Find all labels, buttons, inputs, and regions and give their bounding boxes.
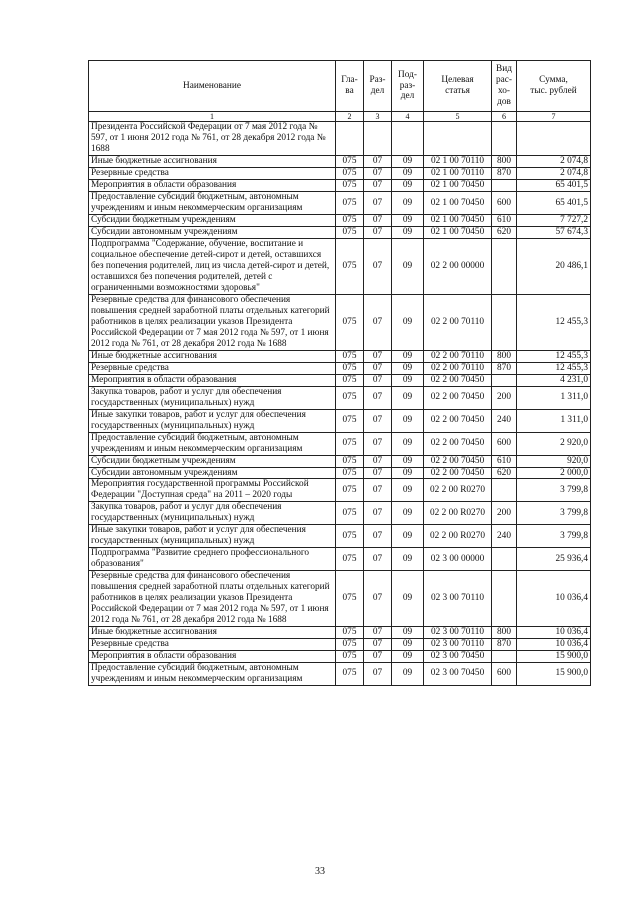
- cell-rz: 07: [364, 168, 392, 180]
- cell-vr: [492, 479, 517, 502]
- cell-name: Иные бюджетные ассигнования: [89, 627, 336, 639]
- cell-sum: 15 900,0: [517, 651, 591, 663]
- cell-cs: 02 3 00 70110: [424, 571, 492, 627]
- cell-gl: 075: [336, 168, 364, 180]
- cell-gl: 075: [336, 525, 364, 548]
- cell-vr: 240: [492, 525, 517, 548]
- table-row: [89, 180, 591, 192]
- column-number: 5: [424, 112, 492, 122]
- cell-vr: [492, 180, 517, 192]
- column-number: 2: [336, 112, 364, 122]
- cell-cs: 02 1 00 70450: [424, 180, 492, 192]
- header-podrazdel: Под- раз- дел: [392, 61, 424, 112]
- cell-cs: 02 1 00 70450: [424, 192, 492, 215]
- cell-name: Мероприятия в области образования: [89, 374, 336, 386]
- cell-sum: [517, 122, 591, 156]
- cell-cs: 02 3 00 70110: [424, 639, 492, 651]
- cell-rz: 07: [364, 362, 392, 374]
- cell-pr: 09: [392, 386, 424, 409]
- cell-rz: 07: [364, 227, 392, 239]
- table-row: [89, 525, 591, 548]
- cell-gl: 075: [336, 467, 364, 479]
- cell-pr: 09: [392, 502, 424, 525]
- cell-cs: 02 1 00 70450: [424, 227, 492, 239]
- column-number: 1: [89, 112, 336, 122]
- cell-gl: 075: [336, 156, 364, 168]
- cell-sum: 20 486,1: [517, 239, 591, 295]
- cell-name: Подпрограмма "Развитие среднего профессионального образования": [89, 548, 336, 571]
- cell-name: Субсидии бюджетным учреждениям: [89, 455, 336, 467]
- cell-pr: 09: [392, 479, 424, 502]
- cell-sum: 1 311,0: [517, 409, 591, 432]
- cell-pr: 09: [392, 627, 424, 639]
- table-row: [89, 386, 591, 409]
- table-row: [89, 294, 591, 350]
- table-body: [89, 122, 591, 685]
- cell-sum: 3 799,8: [517, 479, 591, 502]
- cell-name: Закупка товаров, работ и услуг для обеспечения государственных (муниципальных) нужд: [89, 386, 336, 409]
- cell-rz: 07: [364, 639, 392, 651]
- cell-rz: 07: [364, 350, 392, 362]
- cell-vr: [492, 571, 517, 627]
- cell-pr: 09: [392, 294, 424, 350]
- cell-pr: 09: [392, 525, 424, 548]
- cell-sum: 65 401,5: [517, 180, 591, 192]
- cell-sum: 10 036,4: [517, 571, 591, 627]
- cell-gl: 075: [336, 294, 364, 350]
- cell-vr: 620: [492, 227, 517, 239]
- cell-name: Субсидии бюджетным учреждениям: [89, 215, 336, 227]
- cell-name: Мероприятия государственной программы Российской Федерации "Доступная среда" на 2011 – 2020 годы: [89, 479, 336, 502]
- cell-cs: 02 2 00 70450: [424, 455, 492, 467]
- cell-cs: 02 2 00 R0270: [424, 479, 492, 502]
- table-row: [89, 455, 591, 467]
- cell-rz: 07: [364, 502, 392, 525]
- cell-name: Президента Российской Федерации от 7 мая 2012 года № 597, от 1 июня 2012 года № 761, от 28 декабря 2012 года № 1688: [89, 122, 336, 156]
- cell-sum: 12 455,3: [517, 350, 591, 362]
- header-expense-type: Вид рас- хо- дов: [492, 61, 517, 112]
- cell-name: Резервные средства: [89, 168, 336, 180]
- cell-gl: 075: [336, 627, 364, 639]
- cell-sum: 10 036,4: [517, 639, 591, 651]
- table-row: [89, 350, 591, 362]
- cell-vr: 870: [492, 168, 517, 180]
- cell-vr: 600: [492, 662, 517, 685]
- cell-gl: 075: [336, 548, 364, 571]
- cell-gl: 075: [336, 180, 364, 192]
- header-name: Наименование: [89, 61, 336, 112]
- cell-sum: 10 036,4: [517, 627, 591, 639]
- column-number: 3: [364, 112, 392, 122]
- table-header-row: [89, 61, 591, 112]
- cell-gl: 075: [336, 432, 364, 455]
- cell-vr: 240: [492, 409, 517, 432]
- cell-cs: 02 3 00 70450: [424, 651, 492, 663]
- cell-vr: 870: [492, 362, 517, 374]
- header-glava: Гла- ва: [336, 61, 364, 112]
- table-row: [89, 467, 591, 479]
- cell-rz: 07: [364, 467, 392, 479]
- cell-vr: 600: [492, 192, 517, 215]
- table-row: [89, 571, 591, 627]
- cell-pr: 09: [392, 548, 424, 571]
- cell-rz: 07: [364, 525, 392, 548]
- table-row: [89, 651, 591, 663]
- cell-cs: 02 2 00 00000: [424, 239, 492, 295]
- cell-vr: 610: [492, 215, 517, 227]
- cell-name: Подпрограмма "Содержание, обучение, воспитание и социальное обеспечение детей-сирот и детей, оставшихся без попечения родителей, лиц из числа детей-сирот и детей, оставшихся без попечения родителей, детей с ограниченными возможностями здоровья": [89, 239, 336, 295]
- cell-name: Субсидии автономным учреждениям: [89, 467, 336, 479]
- table-row: [89, 662, 591, 685]
- cell-vr: 600: [492, 432, 517, 455]
- cell-cs: 02 2 00 70110: [424, 350, 492, 362]
- cell-rz: 07: [364, 215, 392, 227]
- cell-sum: 25 936,4: [517, 548, 591, 571]
- cell-name: Субсидии автономным учреждениям: [89, 227, 336, 239]
- cell-cs: 02 3 00 70450: [424, 662, 492, 685]
- cell-cs: 02 2 00 70450: [424, 467, 492, 479]
- cell-gl: [336, 122, 364, 156]
- cell-name: Закупка товаров, работ и услуг для обеспечения государственных (муниципальных) нужд: [89, 502, 336, 525]
- cell-pr: 09: [392, 227, 424, 239]
- table-row: [89, 227, 591, 239]
- table-row: [89, 432, 591, 455]
- table-row: [89, 548, 591, 571]
- cell-name: Предоставление субсидий бюджетным, автономным учреждениям и иным некоммерческим организациям: [89, 432, 336, 455]
- cell-rz: 07: [364, 180, 392, 192]
- cell-pr: 09: [392, 180, 424, 192]
- cell-vr: 200: [492, 502, 517, 525]
- cell-cs: 02 2 00 70450: [424, 386, 492, 409]
- table-row: [89, 639, 591, 651]
- cell-pr: 09: [392, 192, 424, 215]
- cell-pr: 09: [392, 639, 424, 651]
- cell-pr: 09: [392, 239, 424, 295]
- header-target-article: Целевая статья: [424, 61, 492, 112]
- cell-name: Мероприятия в области образования: [89, 180, 336, 192]
- cell-sum: 1 311,0: [517, 386, 591, 409]
- cell-rz: 07: [364, 571, 392, 627]
- cell-cs: 02 3 00 00000: [424, 548, 492, 571]
- cell-sum: 15 900,0: [517, 662, 591, 685]
- cell-name: Резервные средства: [89, 362, 336, 374]
- cell-sum: 12 455,3: [517, 294, 591, 350]
- cell-rz: 07: [364, 156, 392, 168]
- cell-cs: 02 3 00 70110: [424, 627, 492, 639]
- cell-vr: [492, 651, 517, 663]
- cell-pr: 09: [392, 215, 424, 227]
- cell-sum: 12 455,3: [517, 362, 591, 374]
- table-row: [89, 362, 591, 374]
- cell-sum: 2 920,0: [517, 432, 591, 455]
- cell-cs: 02 2 00 R0270: [424, 525, 492, 548]
- cell-name: Резервные средства: [89, 639, 336, 651]
- table-row: [89, 374, 591, 386]
- table-row: [89, 479, 591, 502]
- cell-name: Предоставление субсидий бюджетным, автономным учреждениям и иным некоммерческим организациям: [89, 192, 336, 215]
- table-row: [89, 156, 591, 168]
- cell-gl: 075: [336, 502, 364, 525]
- header-razdel: Раз- дел: [364, 61, 392, 112]
- cell-vr: 800: [492, 156, 517, 168]
- table-row: [89, 627, 591, 639]
- page-number: 33: [315, 866, 325, 877]
- column-number: 7: [517, 112, 591, 122]
- cell-pr: 09: [392, 571, 424, 627]
- cell-name: Мероприятия в области образования: [89, 651, 336, 663]
- cell-pr: 09: [392, 168, 424, 180]
- cell-gl: 075: [336, 386, 364, 409]
- cell-vr: 200: [492, 386, 517, 409]
- cell-gl: 075: [336, 362, 364, 374]
- cell-pr: 09: [392, 455, 424, 467]
- cell-name: Иные закупки товаров, работ и услуг для обеспечения государственных (муниципальных) нужд: [89, 409, 336, 432]
- cell-name: Резервные средства для финансового обеспечения повышения средней заработной платы отдельных категорий работников в целях реализации указов Президента Российской Федерации от 7 мая 2012 года № 597, от 1 июня 2012 года № 761, от 28 декабря 2012 года № 1688: [89, 294, 336, 350]
- cell-rz: 07: [364, 432, 392, 455]
- cell-name: Иные бюджетные ассигнования: [89, 156, 336, 168]
- cell-gl: 075: [336, 409, 364, 432]
- cell-cs: 02 2 00 70450: [424, 374, 492, 386]
- cell-rz: 07: [364, 651, 392, 663]
- table-row: [89, 215, 591, 227]
- table-row: [89, 409, 591, 432]
- cell-rz: 07: [364, 386, 392, 409]
- cell-pr: 09: [392, 156, 424, 168]
- cell-name: Иные бюджетные ассигнования: [89, 350, 336, 362]
- cell-vr: [492, 239, 517, 295]
- cell-rz: 07: [364, 627, 392, 639]
- cell-cs: 02 2 00 70450: [424, 432, 492, 455]
- cell-pr: 09: [392, 350, 424, 362]
- cell-gl: 075: [336, 239, 364, 295]
- cell-pr: 09: [392, 432, 424, 455]
- cell-pr: 09: [392, 362, 424, 374]
- cell-sum: 2 074,8: [517, 168, 591, 180]
- cell-gl: 075: [336, 479, 364, 502]
- budget-table: [88, 60, 591, 686]
- cell-name: Резервные средства для финансового обеспечения повышения средней заработной платы отдельных категорий работников в целях реализации указов Президента Российской Федерации от 7 мая 2012 года № 597, от 1 июня 2012 года № 761, от 28 декабря 2012 года № 1688: [89, 571, 336, 627]
- cell-pr: [392, 122, 424, 156]
- cell-vr: 800: [492, 350, 517, 362]
- budget-page: [88, 60, 590, 686]
- cell-rz: 07: [364, 192, 392, 215]
- cell-gl: 075: [336, 227, 364, 239]
- table-row: [89, 168, 591, 180]
- cell-cs: [424, 122, 492, 156]
- cell-vr: [492, 548, 517, 571]
- cell-pr: 09: [392, 467, 424, 479]
- cell-gl: 075: [336, 662, 364, 685]
- column-number: 4: [392, 112, 424, 122]
- cell-sum: 3 799,8: [517, 525, 591, 548]
- cell-vr: 870: [492, 639, 517, 651]
- cell-cs: 02 2 00 70450: [424, 409, 492, 432]
- cell-sum: 7 727,2: [517, 215, 591, 227]
- cell-rz: 07: [364, 455, 392, 467]
- cell-vr: 610: [492, 455, 517, 467]
- cell-cs: 02 1 00 70110: [424, 168, 492, 180]
- cell-cs: 02 1 00 70450: [424, 215, 492, 227]
- cell-pr: 09: [392, 409, 424, 432]
- column-number: 6: [492, 112, 517, 122]
- cell-sum: 920,0: [517, 455, 591, 467]
- cell-name: Иные закупки товаров, работ и услуг для обеспечения государственных (муниципальных) нужд: [89, 525, 336, 548]
- cell-cs: 02 2 00 70110: [424, 294, 492, 350]
- cell-pr: 09: [392, 662, 424, 685]
- cell-vr: 800: [492, 627, 517, 639]
- cell-sum: 3 799,8: [517, 502, 591, 525]
- cell-cs: 02 2 00 70110: [424, 362, 492, 374]
- cell-rz: [364, 122, 392, 156]
- cell-sum: 65 401,5: [517, 192, 591, 215]
- cell-gl: 075: [336, 651, 364, 663]
- cell-gl: 075: [336, 374, 364, 386]
- cell-rz: 07: [364, 548, 392, 571]
- cell-sum: 2 074,8: [517, 156, 591, 168]
- table-row: [89, 239, 591, 295]
- cell-cs: 02 1 00 70110: [424, 156, 492, 168]
- cell-rz: 07: [364, 374, 392, 386]
- table-row: [89, 122, 591, 156]
- table-row: [89, 192, 591, 215]
- cell-name: Предоставление субсидий бюджетным, автономным учреждениям и иным некоммерческим организациям: [89, 662, 336, 685]
- cell-gl: 075: [336, 215, 364, 227]
- cell-vr: 620: [492, 467, 517, 479]
- cell-vr: [492, 374, 517, 386]
- cell-vr: [492, 294, 517, 350]
- cell-sum: 2 000,0: [517, 467, 591, 479]
- cell-gl: 075: [336, 350, 364, 362]
- cell-gl: 075: [336, 639, 364, 651]
- cell-rz: 07: [364, 239, 392, 295]
- cell-rz: 07: [364, 294, 392, 350]
- cell-cs: 02 2 00 R0270: [424, 502, 492, 525]
- cell-pr: 09: [392, 651, 424, 663]
- cell-sum: 57 674,3: [517, 227, 591, 239]
- cell-sum: 4 231,0: [517, 374, 591, 386]
- table-row: [89, 502, 591, 525]
- header-sum: Сумма, тыс. рублей: [517, 61, 591, 112]
- cell-gl: 075: [336, 571, 364, 627]
- cell-rz: 07: [364, 662, 392, 685]
- cell-rz: 07: [364, 409, 392, 432]
- cell-pr: 09: [392, 374, 424, 386]
- column-number-row: [89, 112, 591, 122]
- cell-gl: 075: [336, 192, 364, 215]
- cell-gl: 075: [336, 455, 364, 467]
- cell-vr: [492, 122, 517, 156]
- cell-rz: 07: [364, 479, 392, 502]
